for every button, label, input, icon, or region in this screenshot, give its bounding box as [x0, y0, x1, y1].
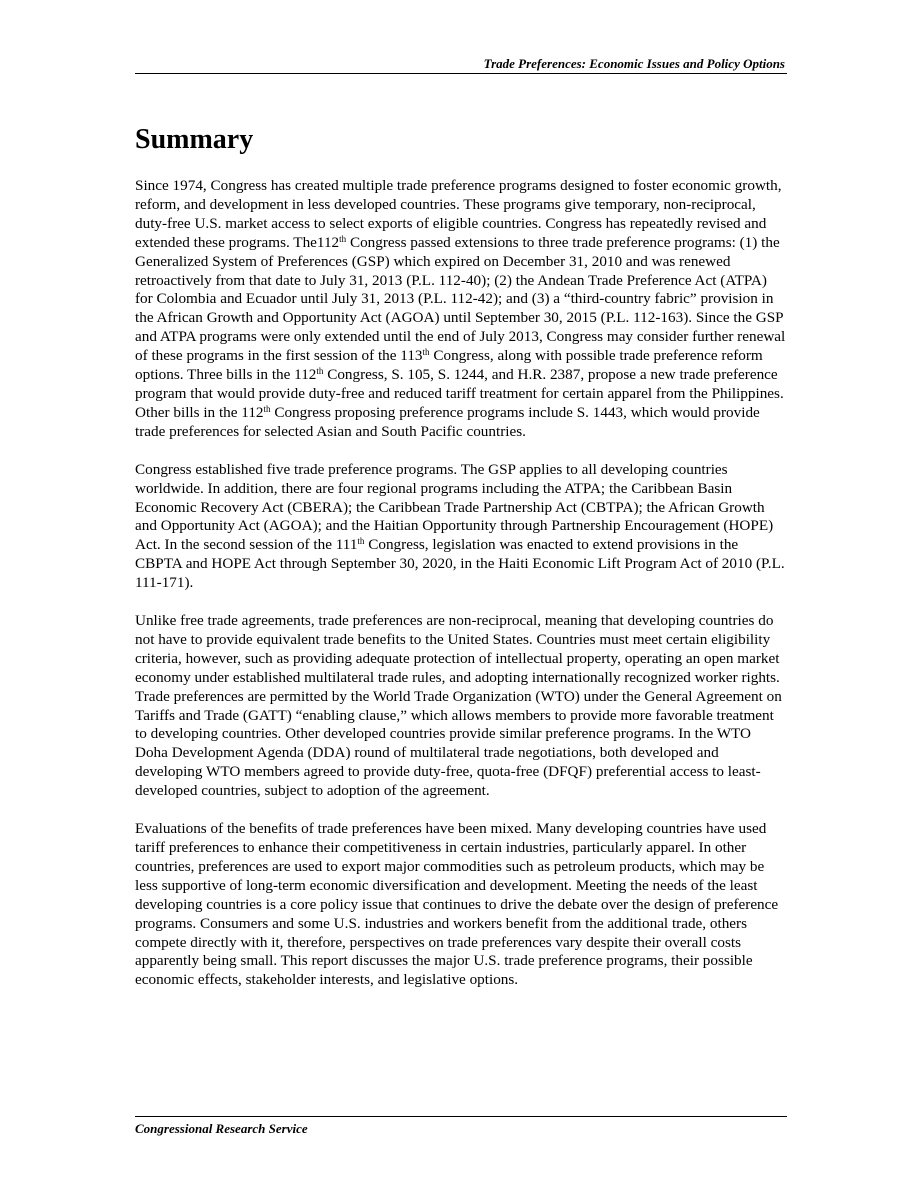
paragraph-1-text-e: Congress proposing preference programs include S. 1443, which would provide trade preferences for selected Asian and South Pacific countries. [135, 403, 760, 440]
paragraph-1-text-b: Congress passed extensions to three trade preference programs: (1) the Generalized System of Preferences (GSP) which expired on December 31, 2010 and was renewed retroactively from that date to July 31, 2013 (P.L. 112-40); (2) the Andean Trade Preference Act (ATPA) for Colombia and Ecuador until July 31, 2013 (P.L. 112-42); and (3) a “third-country fabric” provision in the African Growth and Opportunity Act (AGOA) until September 30, 2015 (P.L. 112-163). Since the GSP and ATPA programs were only extended until the end of July 2013, Congress may consider further renewal of these programs in the first session of the 113 [135, 233, 786, 365]
paragraph-2 [135, 461, 787, 593]
running-footer: Congressional Research Service [135, 1121, 308, 1136]
ordinal-suffix: th [357, 536, 365, 547]
paragraph-1-text-a: Since 1974, Congress has created multiple trade preference programs designed to foster economic growth, reform, and development in less developed countries. These programs give temporary, non-reciprocal, duty-free U.S. market access to select exports of eligible countries. Congress has repeatedly revised and extended these programs. The112 [135, 177, 782, 251]
footer-divider [135, 1116, 787, 1117]
paragraph-2-text-b: Congress, legislation was enacted to extend provisions in the CBPTA and HOPE Act through September 30, 2020, in the Haiti Economic Lift Program Act of 2010 (P.L. 111-171). [135, 536, 785, 592]
ordinal-suffix: th [316, 366, 324, 377]
paragraph-1 [135, 177, 787, 442]
paragraph-1-text-c: Congress, along with possible trade preference reform options. Three bills in the 112 [135, 347, 763, 384]
ordinal-suffix: th [339, 233, 347, 244]
paragraph-3: Unlike free trade agreements, trade preferences are non-reciprocal, meaning that developing countries do not have to provide equivalent trade benefits to the United States. Countries must meet certain eligibility criteria, however, such as providing adequate protection of intellectual property, operating an open market economy under established multilateral trade rules, and adopting internationally recognized worker rights. Trade preferences are permitted by the World Trade Organization (WTO) under the General Agreement on Tariffs and Trade (GATT) “enabling clause,” which allows members to provide more favorable treatment to developing countries. Other developed countries provide similar preference programs. In the WTO Doha Development Agenda (DDA) round of multilateral trade negotiations, both developed and developing WTO members agreed to provide duty-free, quota-free (DFQF) preferential access to least-developed countries, subject to adoption of the agreement. [135, 612, 782, 800]
ordinal-suffix: th [263, 403, 271, 414]
ordinal-suffix: th [422, 347, 430, 358]
summary-body [135, 177, 787, 1009]
paragraph-4: Evaluations of the benefits of trade preferences have been mixed. Many developing countries have used tariff preferences to enhance their competitiveness in certain industries, particularly apparel. In other countries, preferences are used to export major commodities such as petroleum products, which may be less supportive of long-term economic diversification and development. Meeting the needs of the least developing countries is a core policy issue that continues to drive the debate over the design of preference programs. Consumers and some U.S. industries and workers benefit from the additional trade, others compete directly with it, therefore, perspectives on trade preferences vary despite their overall costs apparently being small. This report discusses the major U.S. trade preference programs, their possible economic effects, stakeholder interests, and legislative options. [135, 820, 779, 989]
paragraph-2-text-a: Congress established five trade preference programs. The GSP applies to all developing countries worldwide. In addition, there are four regional programs including the ATPA; the Caribbean Basin Economic Recovery Act (CBERA); the Caribbean Trade Partnership Act (CBTPA); the African Growth and Opportunity Act (AGOA); and the Haitian Opportunity through Partnership Encouragement (HOPE) Act. In the second session of the 111 [135, 460, 774, 554]
section-heading: Summary [135, 124, 254, 155]
running-header: Trade Preferences: Economic Issues and Policy Options [483, 56, 785, 71]
header-divider [135, 73, 787, 74]
paragraph-1-text-d: Congress, S. 105, S. 1244, and H.R. 2387, propose a new trade preference program that would provide duty-free and reduced tariff treatment for certain apparel from the Philippines. Other bills in the 112 [135, 366, 784, 421]
